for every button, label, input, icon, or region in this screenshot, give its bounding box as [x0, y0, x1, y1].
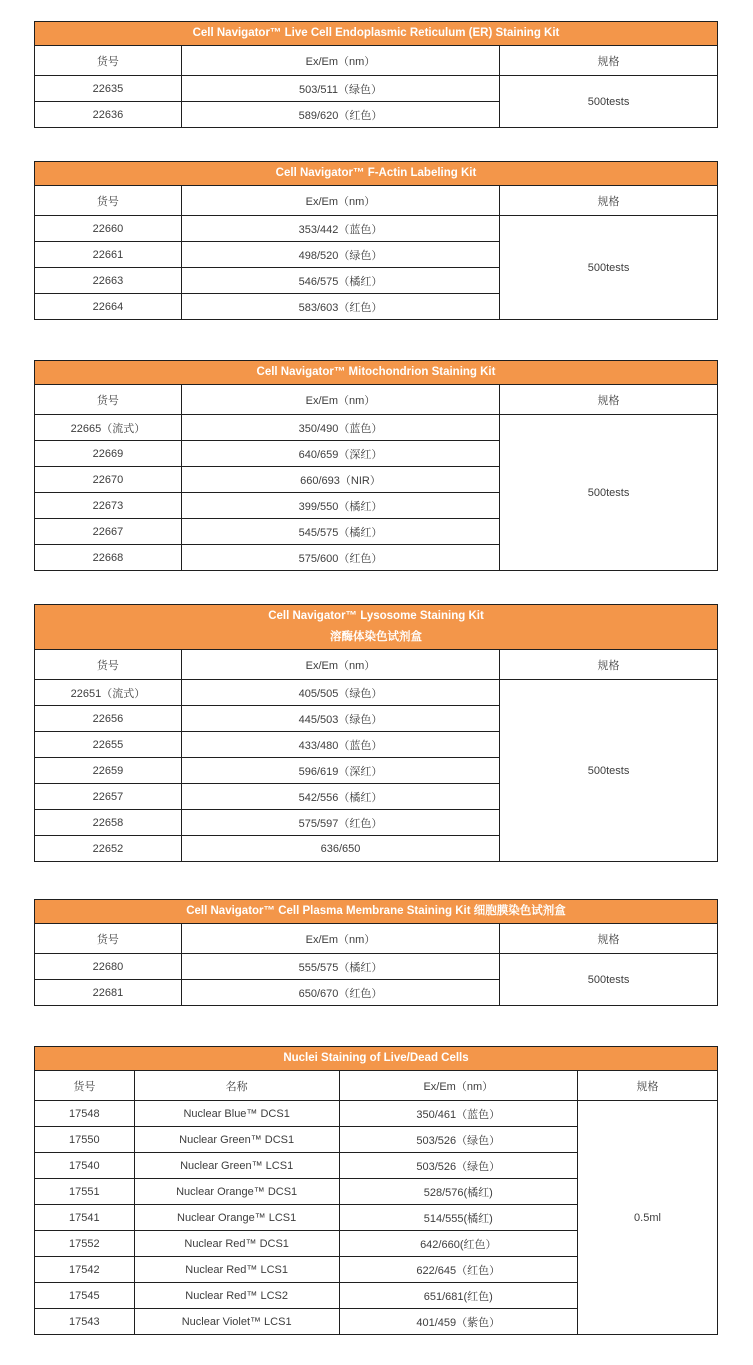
product-name-cell: Nuclear Orange™ LCS1: [134, 1205, 339, 1231]
catalog-number-cell: 22658: [35, 810, 182, 836]
column-header: 货号: [35, 650, 182, 680]
header-row: [35, 186, 718, 216]
table-title: [35, 361, 718, 385]
table-title-line: Cell Navigator™ F-Actin Labeling Kit: [275, 167, 477, 179]
column-header: 货号: [35, 924, 182, 954]
product-name-cell: Nuclear Blue™ DCS1: [134, 1101, 339, 1127]
product-table: [34, 360, 718, 571]
product-name-cell: Nuclear Green™ DCS1: [134, 1127, 339, 1153]
catalog-number-cell: 22655: [35, 732, 182, 758]
table-title-line: Cell Navigator™ Mitochondrion Staining Kit: [256, 366, 496, 378]
table-title-line: Cell Navigator™ Cell Plasma Membrane Staining Kit 细胞膜染色试剂盒: [186, 905, 566, 917]
column-header: Ex/Em（nm）: [339, 1071, 577, 1101]
column-header: 名称: [134, 1071, 339, 1101]
product-table: [34, 1046, 718, 1335]
table-title-line: 溶酶体染色试剂盒: [330, 631, 422, 643]
ex-em-cell: 433/480（蓝色）: [181, 732, 499, 758]
column-header: 货号: [35, 1071, 135, 1101]
column-header: 货号: [35, 46, 182, 76]
header-row: [35, 924, 718, 954]
ex-em-cell: 660/693（NIR）: [181, 467, 499, 493]
table-title: [35, 605, 718, 650]
catalog-number-cell: 22661: [35, 242, 182, 268]
spec-cell: 0.5ml: [577, 1101, 717, 1335]
header-row: [35, 46, 718, 76]
product-table-grid: [34, 360, 718, 571]
catalog-number-cell: 22635: [35, 76, 182, 102]
table-title-line: Cell Navigator™ Lysosome Staining Kit: [268, 610, 484, 622]
product-name-cell: Nuclear Red™ LCS1: [134, 1257, 339, 1283]
catalog-number-cell: 17545: [35, 1283, 135, 1309]
catalog-number-cell: 17541: [35, 1205, 135, 1231]
column-header: 货号: [35, 385, 182, 415]
catalog-number-cell: 22668: [35, 545, 182, 571]
title-row: [35, 162, 718, 186]
table-title: [35, 22, 718, 46]
catalog-number-cell: 22651（流式）: [35, 680, 182, 706]
ex-em-cell: 353/442（蓝色）: [181, 216, 499, 242]
product-table: [34, 604, 718, 862]
ex-em-cell: 575/597（红色）: [181, 810, 499, 836]
catalog-number-cell: 22663: [35, 268, 182, 294]
product-table-grid: [34, 161, 718, 320]
ex-em-cell: 575/600（红色）: [181, 545, 499, 571]
column-header: 规格: [500, 186, 718, 216]
catalog-number-cell: 22656: [35, 706, 182, 732]
catalog-number-cell: 17552: [35, 1231, 135, 1257]
product-name-cell: Nuclear Red™ LCS2: [134, 1283, 339, 1309]
table-row: [35, 216, 718, 242]
product-name-cell: Nuclear Red™ DCS1: [134, 1231, 339, 1257]
ex-em-cell: 622/645（红色）: [339, 1257, 577, 1283]
catalog-number-cell: 17543: [35, 1309, 135, 1335]
ex-em-cell: 583/603（红色）: [181, 294, 499, 320]
table-row: [35, 415, 718, 441]
ex-em-cell: 636/650: [181, 836, 499, 862]
catalog-number-cell: 22670: [35, 467, 182, 493]
title-row: [35, 22, 718, 46]
product-name-cell: Nuclear Violet™ LCS1: [134, 1309, 339, 1335]
catalog-number-cell: 22660: [35, 216, 182, 242]
product-table-list: [34, 21, 718, 1335]
table-title: [35, 162, 718, 186]
ex-em-cell: 528/576(橘红): [339, 1179, 577, 1205]
catalog-number-cell: 17550: [35, 1127, 135, 1153]
ex-em-cell: 545/575（橘红）: [181, 519, 499, 545]
table-row: [35, 680, 718, 706]
product-name-cell: Nuclear Green™ LCS1: [134, 1153, 339, 1179]
table-row: [35, 1101, 718, 1127]
ex-em-cell: 650/670（红色）: [181, 980, 499, 1006]
table-title: [35, 1047, 718, 1071]
table-title-line: Cell Navigator™ Live Cell Endoplasmic Reticulum (ER) Staining Kit: [192, 27, 560, 39]
column-header: Ex/Em（nm）: [181, 46, 499, 76]
ex-em-cell: 405/505（绿色）: [181, 680, 499, 706]
catalog-number-cell: 22673: [35, 493, 182, 519]
catalog-number-cell: 17551: [35, 1179, 135, 1205]
ex-em-cell: 651/681(红色): [339, 1283, 577, 1309]
product-name-cell: Nuclear Orange™ DCS1: [134, 1179, 339, 1205]
title-row: [35, 605, 718, 650]
column-header: Ex/Em（nm）: [181, 186, 499, 216]
ex-em-cell: 350/461（蓝色）: [339, 1101, 577, 1127]
catalog-number-cell: 22664: [35, 294, 182, 320]
catalog-number-cell: 22636: [35, 102, 182, 128]
ex-em-cell: 503/511（绿色）: [181, 76, 499, 102]
header-row: [35, 1071, 718, 1101]
ex-em-cell: 401/459（紫色）: [339, 1309, 577, 1335]
product-table: [34, 899, 718, 1006]
column-header: 货号: [35, 186, 182, 216]
spec-cell: 500tests: [500, 415, 718, 571]
catalog-number-cell: 22681: [35, 980, 182, 1006]
title-row: [35, 361, 718, 385]
column-header: Ex/Em（nm）: [181, 650, 499, 680]
ex-em-cell: 642/660(红色）: [339, 1231, 577, 1257]
spec-cell: 500tests: [500, 216, 718, 320]
column-header: 规格: [500, 650, 718, 680]
column-header: 规格: [500, 924, 718, 954]
ex-em-cell: 596/619（深红）: [181, 758, 499, 784]
spec-cell: 500tests: [500, 76, 718, 128]
catalog-number-cell: 22669: [35, 441, 182, 467]
spec-cell: 500tests: [500, 680, 718, 862]
ex-em-cell: 445/503（绿色）: [181, 706, 499, 732]
column-header: Ex/Em（nm）: [181, 385, 499, 415]
catalog-number-cell: 22680: [35, 954, 182, 980]
ex-em-cell: 399/550（橘红）: [181, 493, 499, 519]
product-table-grid: [34, 604, 718, 862]
product-table-grid: [34, 21, 718, 128]
ex-em-cell: 350/490（蓝色）: [181, 415, 499, 441]
table-row: [35, 76, 718, 102]
ex-em-cell: 640/659（深红）: [181, 441, 499, 467]
catalog-number-cell: 17548: [35, 1101, 135, 1127]
catalog-number-cell: 22665（流式）: [35, 415, 182, 441]
ex-em-cell: 555/575（橘红）: [181, 954, 499, 980]
catalog-number-cell: 22667: [35, 519, 182, 545]
catalog-number-cell: 22659: [35, 758, 182, 784]
column-header: Ex/Em（nm）: [181, 924, 499, 954]
column-header: 规格: [500, 385, 718, 415]
ex-em-cell: 589/620（红色）: [181, 102, 499, 128]
ex-em-cell: 542/556（橘红）: [181, 784, 499, 810]
ex-em-cell: 503/526（绿色）: [339, 1127, 577, 1153]
spec-cell: 500tests: [500, 954, 718, 1006]
table-title-line: Nuclei Staining of Live/Dead Cells: [283, 1052, 469, 1064]
table-row: [35, 954, 718, 980]
catalog-number-cell: 17540: [35, 1153, 135, 1179]
title-row: [35, 1047, 718, 1071]
product-table-grid: [34, 899, 718, 1006]
title-row: [35, 900, 718, 924]
catalog-number-cell: 22657: [35, 784, 182, 810]
catalog-number-cell: 17542: [35, 1257, 135, 1283]
catalog-number-cell: 22652: [35, 836, 182, 862]
header-row: [35, 385, 718, 415]
column-header: 规格: [577, 1071, 717, 1101]
ex-em-cell: 514/555(橘红): [339, 1205, 577, 1231]
ex-em-cell: 498/520（绿色）: [181, 242, 499, 268]
column-header: 规格: [500, 46, 718, 76]
product-table-grid: [34, 1046, 718, 1335]
product-table: [34, 21, 718, 128]
ex-em-cell: 546/575（橘红）: [181, 268, 499, 294]
table-title: [35, 900, 718, 924]
header-row: [35, 650, 718, 680]
ex-em-cell: 503/526（绿色）: [339, 1153, 577, 1179]
product-table: [34, 161, 718, 320]
